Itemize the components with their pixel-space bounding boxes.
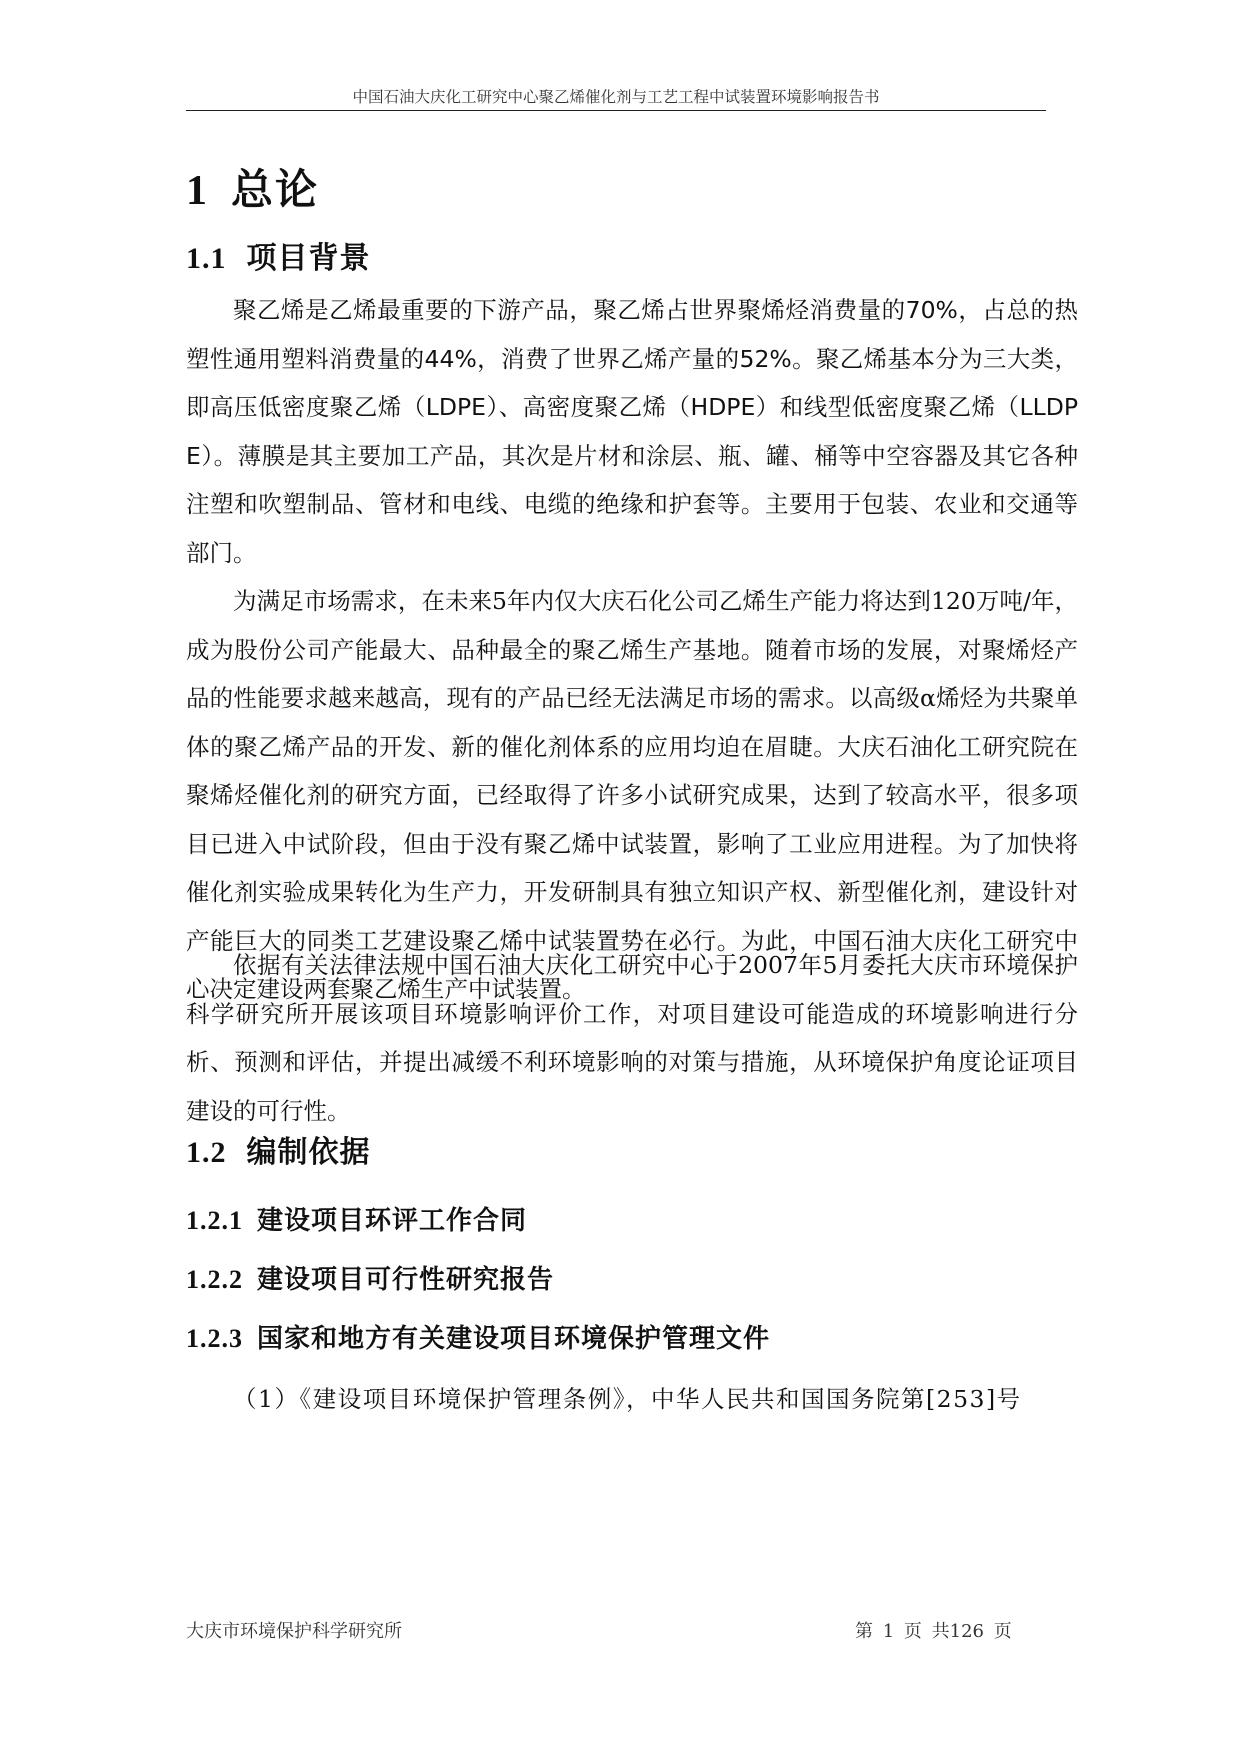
section-title: 项目背景 [246, 241, 371, 276]
section-title: 编制依据 [246, 1135, 371, 1170]
subsection-heading-1-2-3 [186, 1321, 770, 1357]
subsection-number: 1.2.3 [186, 1324, 243, 1353]
subsection-title: 建设项目可行性研究报告 [257, 1265, 555, 1295]
subsection-title: 国家和地方有关建设项目环境保护管理文件 [257, 1324, 771, 1354]
paragraph-background-3: 依据有关法律法规中国石油大庆化工研究中心于2007年5月委托大庆市环境保护科学研究所开展该项目环境影响评价工作，对项目建设可能造成的环境影响进行分析、预测和评估，并提出减缓不利环境影响的对策与措施，从环境保护角度论证项目建设的可行性。 [186, 951, 1078, 1125]
subsection-number: 1.2.2 [186, 1265, 243, 1294]
section-number: 1.1 [186, 242, 227, 275]
subsection-heading-1-2-1 [186, 1203, 527, 1239]
section-number: 1.2 [186, 1136, 227, 1169]
chapter-heading [186, 162, 319, 219]
footer-organization: 大庆市环境保护科学研究所 [186, 1621, 402, 1642]
subsection-heading-1-2-2 [186, 1262, 554, 1298]
chapter-title: 总论 [231, 165, 320, 214]
subsection-number: 1.2.1 [186, 1206, 243, 1235]
section-heading-1-1 [186, 239, 371, 279]
paragraph-background-1: 聚乙烯是乙烯最重要的下游产品，聚乙烯占世界聚烯烃消费量的70%，占总的热塑性通用塑料消费量的44%，消费了世界乙烯产量的52%。聚乙烯基本分为三大类，即高压低密度聚乙烯（LDPE）、高密度聚乙烯（HDPE）和线型低密度聚乙烯（LLDPE）。薄膜是其主要加工产品，其次是片材和涂层、瓶、罐、桶等中空容器及其它各种注塑和吹塑制品、管材和电线、电缆的绝缘和护套等。主要用于包装、农业和交通等部门。 [186, 296, 1078, 567]
paragraph-background-2: 为满足市场需求，在未来5年内仅大庆石化公司乙烯生产能力将达到120万吨/年，成为股份公司产能最大、品种最全的聚乙烯生产基地。随着市场的发展，对聚烯烃产品的性能要求越来越高，现有的产品已经无法满足市场的需求。以高级α烯烃为共聚单体的聚乙烯产品的开发、新的催化剂体系的应用均迫在眉睫。大庆石油化工研究院在聚烯烃催化剂的研究方面，已经取得了许多小试研究成果，达到了较高水平，很多项目已进入中试阶段，但由于没有聚乙烯中试装置，影响了工业应用进程。为了加快将催化剂实验成果转化为生产力，开发研制具有独立知识产权、新型催化剂，建设针对产能巨大的同类工艺建设聚乙烯中试装置势在必行。为此，中国石油大庆化工研究中心决定建设两套聚乙烯生产中试装置。 [186, 587, 1078, 1003]
subsection-title: 建设项目环评工作合同 [257, 1206, 528, 1236]
section-heading-1-2 [186, 1133, 371, 1173]
list-item: （1）《建设项目环境保护管理条例》，中华人民共和国国务院第[253]号 [233, 1385, 1022, 1413]
running-header: 中国石油大庆化工研究中心聚乙烯催化剂与工艺工程中试装置环境影响报告书 [352, 88, 880, 106]
header-divider [186, 110, 1046, 111]
chapter-number: 1 [186, 168, 209, 214]
footer-page-number: 第 1 页 共126 页 [855, 1621, 1012, 1642]
